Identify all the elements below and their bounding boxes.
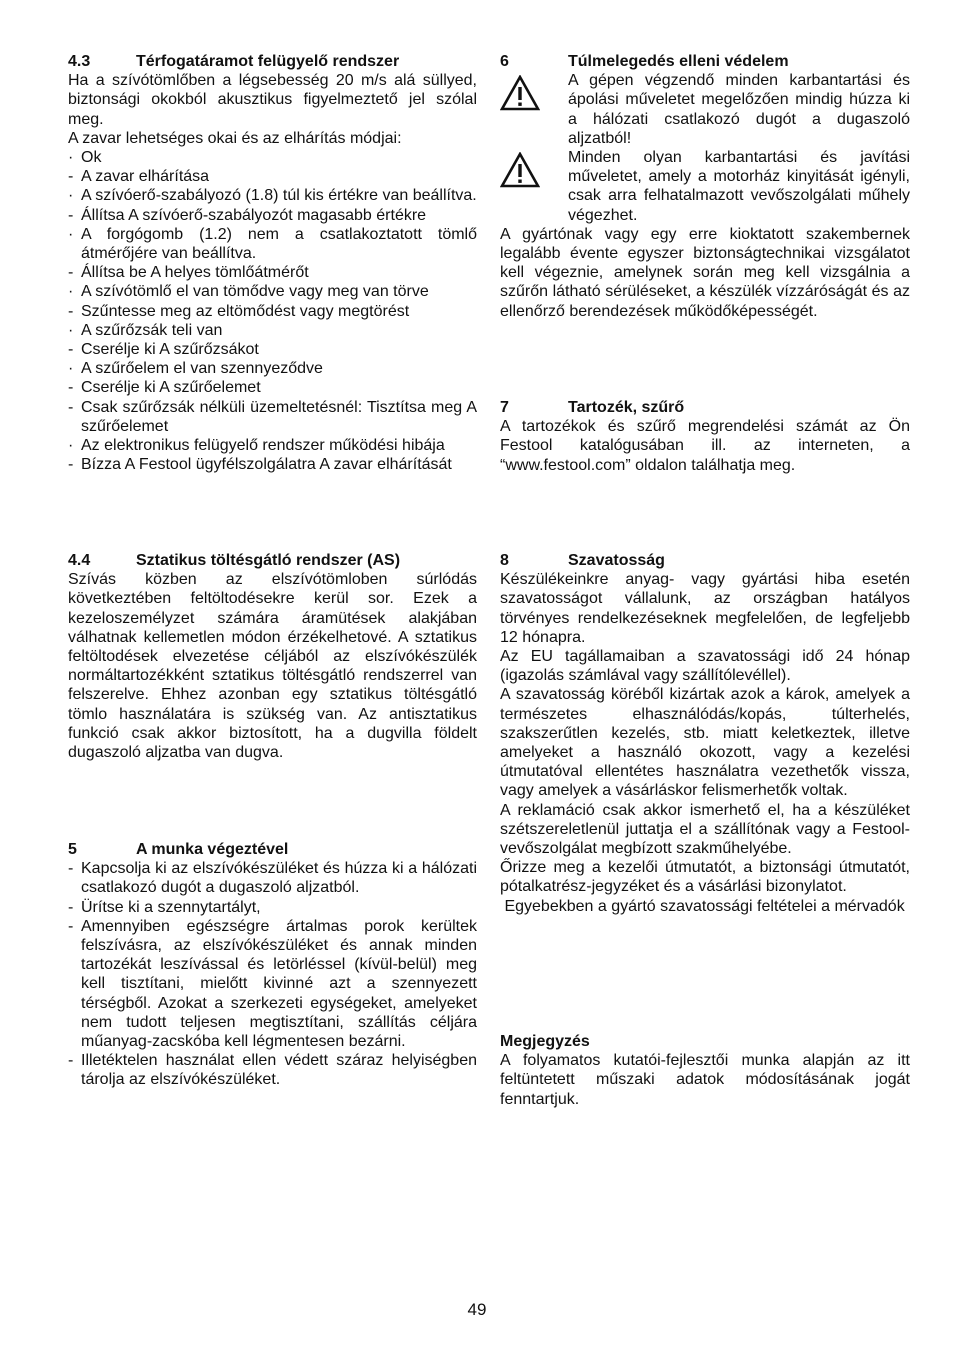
- warning-triangle-icon: [500, 71, 568, 148]
- list-item-text: Az elektronikus felügyelő rendszer működési hibája: [81, 437, 445, 455]
- after-work-list: [68, 859, 477, 1089]
- section-title: Térfogatáramot felügyelő rendszer: [136, 53, 400, 70]
- section-5: [68, 840, 477, 1090]
- section-number: 7: [500, 399, 509, 416]
- list-marker: -: [68, 379, 74, 397]
- section-title: A munka végeztével: [136, 841, 289, 858]
- section-number: 5: [68, 841, 77, 858]
- paragraph: A gyártónak vagy egy erre kioktatott szakembernek legalább évente egyszer biztonságtechnikai vizsgálatot kell végeznie, amelynek során meg kell vizsgálnia a szűrőn látható sérüléseket, a készülék vízzáróságát és az ellenőrző berendezések működőképességét.: [500, 225, 910, 320]
- section-7: [500, 398, 910, 475]
- section-number: 8: [500, 552, 509, 569]
- list-marker: -: [68, 398, 74, 416]
- list-item: [68, 859, 477, 897]
- paragraph: A reklamáció csak akkor ismerhető el, ha a készüléket szétszereletlenül juttatja el a szállítónak vagy a Festool-vevőszolgálat megbízott szakműhelyébe.: [500, 801, 910, 858]
- section-heading: [68, 551, 477, 570]
- list-item: [68, 378, 477, 397]
- section-title: Szavatosság: [568, 552, 665, 569]
- list-marker: -: [68, 264, 74, 282]
- list-item-text: A szívótömlő el van tömődve vagy meg van törve: [81, 283, 429, 301]
- list-marker: -: [68, 341, 74, 359]
- list-item: [68, 186, 477, 205]
- section-4-4: [68, 551, 477, 762]
- warning-text: Minden olyan karbantartási és javítási műveletet, amely a motorház kinyitását igényli, csak arra felhatalmazott vevőszolgálati műhely végezhet.: [568, 149, 910, 224]
- section-heading: [68, 840, 477, 859]
- note-section: [500, 1032, 910, 1109]
- page-number: 49: [467, 1300, 487, 1319]
- list-marker: -: [68, 898, 74, 916]
- list-marker: ·: [68, 437, 74, 455]
- list-item: [68, 1051, 477, 1089]
- warning-block: [500, 148, 910, 225]
- section-title: Túlmelegedés elleni védelem: [568, 53, 789, 70]
- list-marker: ·: [68, 225, 74, 243]
- list-marker: ·: [68, 321, 74, 339]
- list-item-text: Amennyiben egészségre ártalmas porok kerültek felszívásra, az elszívókészüléket és annak minden tartozékát leszívással és letörléssel (kívül-belül) meg kell tisztítani, mielőtt kivinné azt a szennyezett térségből. Azokat a szerkezeti egységeket, amelyeket nem tudott teljesen megtisztítani, szállítás céljára műanyag-zacskóba kell légmentesen bezárni.: [81, 917, 477, 1051]
- list-item: [68, 225, 477, 263]
- list-item-text: Állítsa A szívóerő-szabályozót magasabb értékre: [81, 206, 427, 224]
- paragraph: Egyebekben a gyártó szavatossági feltételei a mérvadók: [500, 897, 905, 915]
- list-item: [68, 398, 477, 436]
- list-item: [68, 455, 477, 474]
- note-heading: Megjegyzés: [500, 1033, 590, 1050]
- list-item-text: Bízza A Festool ügyfélszolgálatra A zavar elhárítását: [81, 456, 452, 474]
- list-item: [68, 206, 477, 225]
- warning-text: A gépen végzendő minden karbantartási és ápolási műveletet megelőzően mindig húzza ki a hálózati csatlakozó dugót a dugaszoló aljzatból!: [568, 72, 910, 147]
- list-item: [68, 321, 477, 340]
- list-item-text: Illetéktelen használat ellen védett száraz helyiségben tárolja az elszívókészüléket.: [81, 1052, 477, 1089]
- section-6: [500, 52, 910, 321]
- paragraph: Ha a szívótömlőben a légsebesség 20 m/s alá süllyed, biztonsági okokból akusztikus figyelmeztető jel szólal meg.: [68, 72, 477, 128]
- list-item-text: Cserélje ki A szűrőelemet: [81, 379, 261, 397]
- list-item-text: A szűrőelem el van szennyeződve: [81, 360, 323, 378]
- warning-triangle-icon: [500, 148, 568, 225]
- list-item-text: A zavar elhárítása: [81, 168, 210, 186]
- list-item: [68, 340, 477, 359]
- list-item-text: A szűrőzsák teli van: [81, 321, 223, 339]
- list-item: [68, 917, 477, 1051]
- list-item: [68, 167, 477, 186]
- list-item: [68, 436, 477, 455]
- section-title: Tartozék, szűrő: [568, 399, 685, 416]
- list-item-text: Kapcsolja ki az elszívókészüléket és húzza ki a hálózati csatlakozó dugót a dugaszoló aljzatból.: [81, 860, 477, 897]
- paragraph: Az EU tagállamaiban a szavatossági idő 24 hónap (igazolás számlával vagy szállítólevéllel).: [500, 648, 910, 685]
- section-heading: [500, 551, 910, 570]
- section-4-3: [68, 52, 477, 474]
- list-item: [68, 302, 477, 321]
- list-item-text: Csak szűrőzsák nélküli üzemeltetésnél: Tisztítsa meg A szűrőelemet: [81, 398, 477, 435]
- list-marker: -: [68, 917, 74, 935]
- list-item: [68, 148, 477, 167]
- paragraph: Készülékeinkre anyag- vagy gyártási hiba esetén szavatosságot vállalunk, az országban hatályos törvényes rendelkezéseknek megfelelően, de legfeljebb 12 hónapra.: [500, 571, 910, 646]
- paragraph: A tartozékok és szűrő megrendelési számát az Ön Festool katalógusában ill. az interneten, a “www.festool.com” oldalon találhatja meg.: [500, 418, 910, 474]
- list-marker: -: [68, 206, 74, 224]
- section-heading: [500, 52, 910, 71]
- list-item-text: Cserélje ki A szűrőzsákot: [81, 341, 259, 359]
- list-item-text: Szűntesse meg az eltömődést vagy megtörést: [81, 302, 410, 320]
- list-marker: -: [68, 1052, 74, 1070]
- list-item-text: A szívóerő-szabályozó (1.8) túl kis értékre van beállítva.: [81, 187, 477, 205]
- list-item-text: Állítsa be A helyes tömlőátmérőt: [81, 264, 309, 282]
- paragraph: Őrizze meg a kezelői útmutatót, a biztonsági útmutatót, pótalkatrész-jegyzéket és a vásárlási bizonylatot.: [500, 859, 910, 896]
- list-marker: -: [68, 302, 74, 320]
- paragraph: Szívás közben az elszívótömloben súrlódás következtében feltöltodésekre kerül sor. Ezek a kezeloszemélyzet számára áramütések alakjában válhatnak kellemetlen módon érzékelhetové. A sztatikus feltöltodések elvezetése céljából az elszívókészülék normáltartozékként sztatikus töltésgátló rendszerrel van felszerelve. Ehhez azonban egy sztatikus töltésgátló tömlo használatára is szükség van. Az antisztatikus funkció csak akkor biztosított, ha a dugvilla földelt dugaszoló aljzatba van dugva.: [68, 571, 477, 762]
- list-item: [68, 359, 477, 378]
- list-marker: ·: [68, 187, 74, 205]
- section-title: Sztatikus töltésgátló rendszer (AS): [136, 552, 401, 569]
- section-number: 4.3: [68, 53, 91, 70]
- section-heading: [500, 398, 910, 417]
- list-item-text: Ürítse ki a szennytartályt,: [81, 898, 261, 916]
- paragraph: A folyamatos kutatói-fejlesztői munka alapján az itt feltüntetett műszaki adatok módosításának jogát fenntartjuk.: [500, 1052, 910, 1108]
- section-8: [500, 551, 910, 916]
- paragraph: A szavatosság köréből kizártak azok a károk, amelyek a természetes elhasználódás/kopás, túlterhelés, szakszerűtlen kezelés, stb. miatt keletkeztek, illetve amelyeket a használó okozott, vagy a kezelési útmutatóval ellentétes használatra vezethetők vissza, vagy amelyek a vásárláskor felismerhetők voltak.: [500, 686, 910, 800]
- troubleshooting-list: [68, 148, 477, 474]
- list-marker: -: [68, 456, 74, 474]
- list-item: [68, 263, 477, 282]
- warning-block: [500, 71, 910, 148]
- list-marker: ·: [68, 283, 74, 301]
- list-marker: ·: [68, 360, 74, 378]
- list-item-text: Ok: [81, 149, 102, 167]
- list-item-text: A forgógomb (1.2) nem a csatlakoztatott tömlő átmérőjére van beállítva.: [81, 225, 477, 263]
- section-number: 4.4: [68, 552, 91, 569]
- list-marker: -: [68, 168, 74, 186]
- list-marker: ·: [68, 149, 74, 167]
- section-heading: [68, 52, 477, 71]
- list-item: [68, 282, 477, 301]
- list-item: [68, 898, 477, 917]
- list-marker: -: [68, 860, 74, 878]
- paragraph: A zavar lehetséges okai és az elhárítás módjai:: [68, 129, 402, 147]
- section-number: 6: [500, 53, 509, 70]
